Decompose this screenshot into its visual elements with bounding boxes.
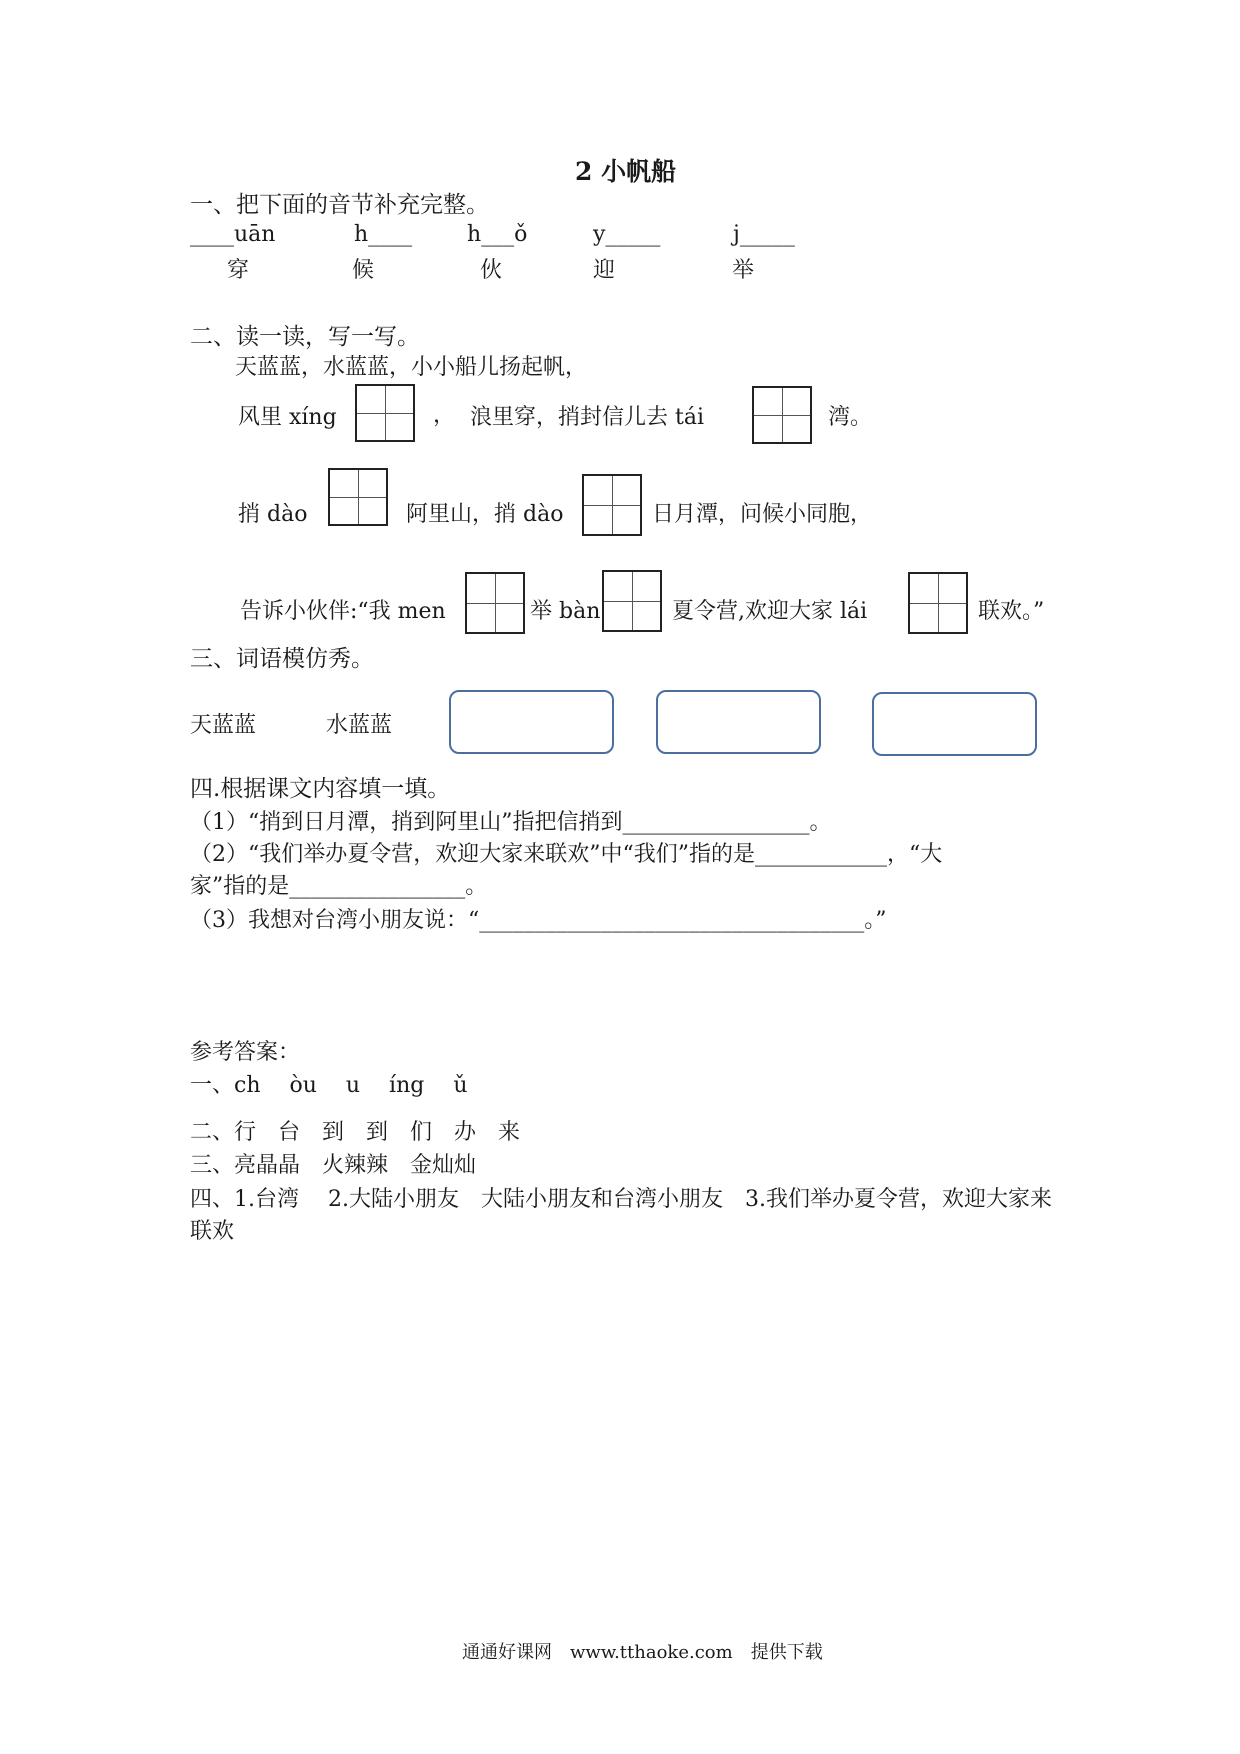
hint-char: 穿 bbox=[227, 258, 250, 283]
answers-heading: 参考答案： bbox=[190, 1040, 301, 1065]
poem-line-3-part: 日月潭，问候小同胞， bbox=[652, 502, 873, 527]
answer-2: 二、行 台 到 到 们 办 来 bbox=[190, 1120, 521, 1145]
poem-line-4-part: 举 bàn bbox=[530, 599, 601, 624]
poem-line-1: 天蓝蓝，水蓝蓝，小小船儿扬起帆， bbox=[235, 355, 588, 380]
footer-credit: 通通好课网 www.tthaoke.com 提供下载 bbox=[462, 1642, 823, 1663]
question-3: （3）我想对台湾小朋友说：“___________________________________。” bbox=[190, 908, 887, 933]
hint-char: 举 bbox=[732, 258, 755, 283]
poem-line-3-part: 阿里山，捎 dào bbox=[406, 502, 564, 527]
pinyin-blank: y_____ bbox=[593, 222, 661, 247]
question-2-line-1: （2）“我们举办夏令营，欢迎大家来联欢”中“我们”指的是____________，“大 bbox=[190, 842, 943, 867]
answer-box[interactable] bbox=[656, 690, 821, 754]
writing-grid-box[interactable] bbox=[355, 384, 415, 442]
example-word: 天蓝蓝 bbox=[190, 713, 257, 738]
answer-3: 三、亮晶晶 火辣辣 金灿灿 bbox=[190, 1153, 477, 1178]
poem-line-4-part: 联欢。” bbox=[978, 599, 1045, 624]
pinyin-blank: h___ǒ bbox=[467, 222, 528, 247]
question-2-line-2: 家”指的是________________。 bbox=[190, 874, 488, 899]
poem-line-2-part: 风里 xíng bbox=[238, 405, 337, 430]
poem-line-3-part: 捎 dào bbox=[238, 502, 308, 527]
answer-box[interactable] bbox=[872, 692, 1037, 756]
hint-char: 伙 bbox=[480, 258, 503, 283]
writing-grid-box[interactable] bbox=[908, 572, 968, 634]
writing-grid-box[interactable] bbox=[465, 572, 525, 634]
section2-heading: 二、读一读，写一写。 bbox=[190, 324, 420, 350]
question-1: （1）“捎到日月潭，捎到阿里山”指把信捎到_________________。 bbox=[190, 810, 832, 835]
answer-box[interactable] bbox=[449, 690, 614, 754]
answer-4-line-1: 四、1.台湾 2.大陆小朋友 大陆小朋友和台湾小朋友 3.我们举办夏令营，欢迎大家来 bbox=[190, 1187, 1052, 1212]
answer-4-line-2: 联欢 bbox=[190, 1219, 235, 1244]
poem-line-2-part: 浪里穿，捎封信儿去 tái bbox=[470, 405, 704, 430]
section1-heading: 一、把下面的音节补充完整。 bbox=[190, 192, 489, 218]
writing-grid-box[interactable] bbox=[328, 468, 388, 526]
writing-grid-box[interactable] bbox=[582, 474, 642, 536]
page-title: 2 小帆船 bbox=[575, 157, 677, 186]
pinyin-blank: ____uān bbox=[190, 222, 276, 247]
section3-heading: 三、词语模仿秀。 bbox=[190, 646, 374, 672]
poem-line-4-part: 夏令营,欢迎大家 lái bbox=[672, 599, 868, 624]
writing-grid-box[interactable] bbox=[752, 386, 812, 444]
answer-1: 一、ch òu u íng ǔ bbox=[190, 1073, 468, 1098]
section4-heading: 四.根据课文内容填一填。 bbox=[190, 776, 451, 802]
pinyin-blank: j_____ bbox=[733, 222, 795, 247]
poem-line-2-part: 湾。 bbox=[828, 405, 873, 430]
pinyin-blank: h____ bbox=[354, 222, 413, 247]
example-word: 水蓝蓝 bbox=[326, 713, 393, 738]
poem-line-2-part: ， bbox=[433, 403, 456, 428]
hint-char: 迎 bbox=[593, 258, 616, 283]
writing-grid-box[interactable] bbox=[602, 570, 662, 632]
hint-char: 候 bbox=[352, 258, 375, 283]
poem-line-4-part: 告诉小伙伴:“我 men bbox=[240, 599, 446, 624]
